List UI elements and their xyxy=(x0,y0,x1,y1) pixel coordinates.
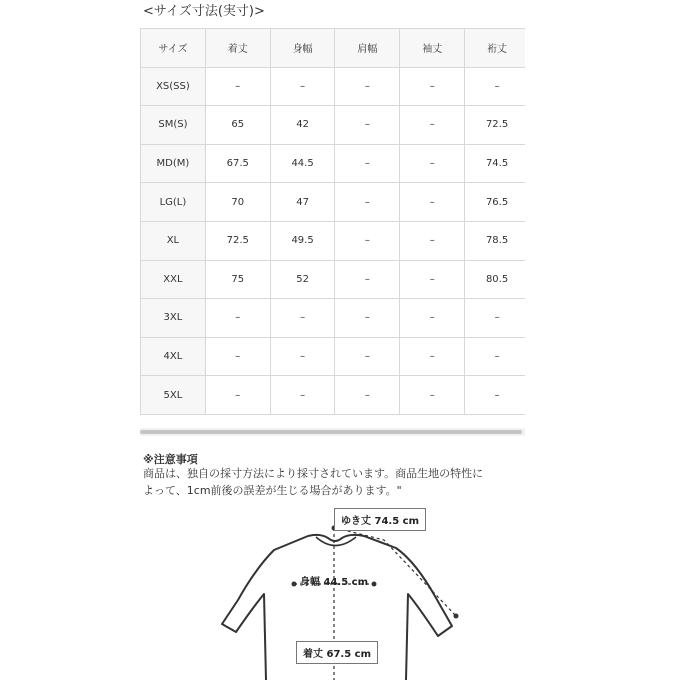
size-cell: XS(SS) xyxy=(141,67,206,106)
table-header-row xyxy=(141,29,526,68)
table-cell: – xyxy=(400,260,465,299)
table-cell: – xyxy=(335,221,400,260)
notes-heading: ※注意事項 xyxy=(143,453,198,466)
table-cell: 70 xyxy=(205,183,270,222)
table-cell: – xyxy=(400,376,465,415)
table-cell: 78.5 xyxy=(465,221,525,260)
sleeve-length-label: ゆき丈 74.5 cm xyxy=(334,508,426,531)
table-cell: 76.5 xyxy=(465,183,525,222)
size-cell: XXL xyxy=(141,260,206,299)
measurement-diagram xyxy=(200,500,480,680)
table-cell: – xyxy=(270,376,335,415)
table-cell: 44.5 xyxy=(270,144,335,183)
table-row xyxy=(141,106,526,145)
table-cell: 67.5 xyxy=(205,144,270,183)
table-cell: 72.5 xyxy=(465,106,525,145)
size-cell: LG(L) xyxy=(141,183,206,222)
table-cell: 42 xyxy=(270,106,335,145)
header-body-width: 身幅 xyxy=(270,29,335,68)
scrollbar-thumb[interactable] xyxy=(140,430,522,434)
notes-line-2: よって、1cm前後の誤差が生じる場合があります。" xyxy=(143,484,402,497)
table-row xyxy=(141,299,526,338)
table-cell: – xyxy=(400,299,465,338)
size-cell: SM(S) xyxy=(141,106,206,145)
size-cell: 5XL xyxy=(141,376,206,415)
table-row xyxy=(141,376,526,415)
table-cell: 72.5 xyxy=(205,221,270,260)
table-cell: 49.5 xyxy=(270,221,335,260)
table-row xyxy=(141,221,526,260)
table-cell: 52 xyxy=(270,260,335,299)
table-row xyxy=(141,260,526,299)
size-table-container[interactable] xyxy=(140,28,525,425)
table-cell: – xyxy=(205,67,270,106)
header-shoulder-width: 肩幅 xyxy=(335,29,400,68)
table-cell: – xyxy=(335,67,400,106)
table-cell: – xyxy=(205,299,270,338)
page-title: <サイズ寸法(実寸)> xyxy=(143,4,265,19)
table-cell: 65 xyxy=(205,106,270,145)
size-cell: 3XL xyxy=(141,299,206,338)
table-cell: – xyxy=(335,260,400,299)
table-cell: – xyxy=(465,299,525,338)
table-cell: – xyxy=(465,337,525,376)
table-cell: – xyxy=(400,144,465,183)
table-row xyxy=(141,183,526,222)
table-cell: – xyxy=(270,299,335,338)
table-row xyxy=(141,337,526,376)
table-cell: – xyxy=(465,376,525,415)
size-table xyxy=(140,28,525,415)
table-cell: – xyxy=(270,67,335,106)
table-cell: – xyxy=(205,376,270,415)
table-cell: 75 xyxy=(205,260,270,299)
table-row xyxy=(141,67,526,106)
table-cell: – xyxy=(465,67,525,106)
size-cell: 4XL xyxy=(141,337,206,376)
size-cell: MD(M) xyxy=(141,144,206,183)
table-cell: – xyxy=(335,106,400,145)
table-cell: – xyxy=(335,183,400,222)
table-cell: – xyxy=(400,337,465,376)
notes-text xyxy=(143,465,533,499)
header-size: サイズ xyxy=(141,29,206,68)
table-cell: – xyxy=(335,337,400,376)
table-cell: 74.5 xyxy=(465,144,525,183)
table-cell: 47 xyxy=(270,183,335,222)
body-length-label: 着丈 67.5 cm xyxy=(296,641,378,664)
body-width-label: 身幅 44.5 cm xyxy=(300,577,368,588)
table-cell: – xyxy=(270,337,335,376)
size-cell: XL xyxy=(141,221,206,260)
table-cell: – xyxy=(335,376,400,415)
notes-line-1: 商品は、独自の採寸方法により採寸されています。商品生地の特性に xyxy=(143,467,484,480)
horizontal-scrollbar[interactable] xyxy=(140,428,525,436)
table-cell: – xyxy=(205,337,270,376)
table-cell: 80.5 xyxy=(465,260,525,299)
table-cell: – xyxy=(400,183,465,222)
header-length: 着丈 xyxy=(205,29,270,68)
table-row xyxy=(141,144,526,183)
table-cell: – xyxy=(400,67,465,106)
table-cell: – xyxy=(400,106,465,145)
header-sleeve-length: 袖丈 xyxy=(400,29,465,68)
table-cell: – xyxy=(400,221,465,260)
table-cell: – xyxy=(335,144,400,183)
table-cell: – xyxy=(335,299,400,338)
header-yuki-length: 裄丈 xyxy=(465,29,525,68)
